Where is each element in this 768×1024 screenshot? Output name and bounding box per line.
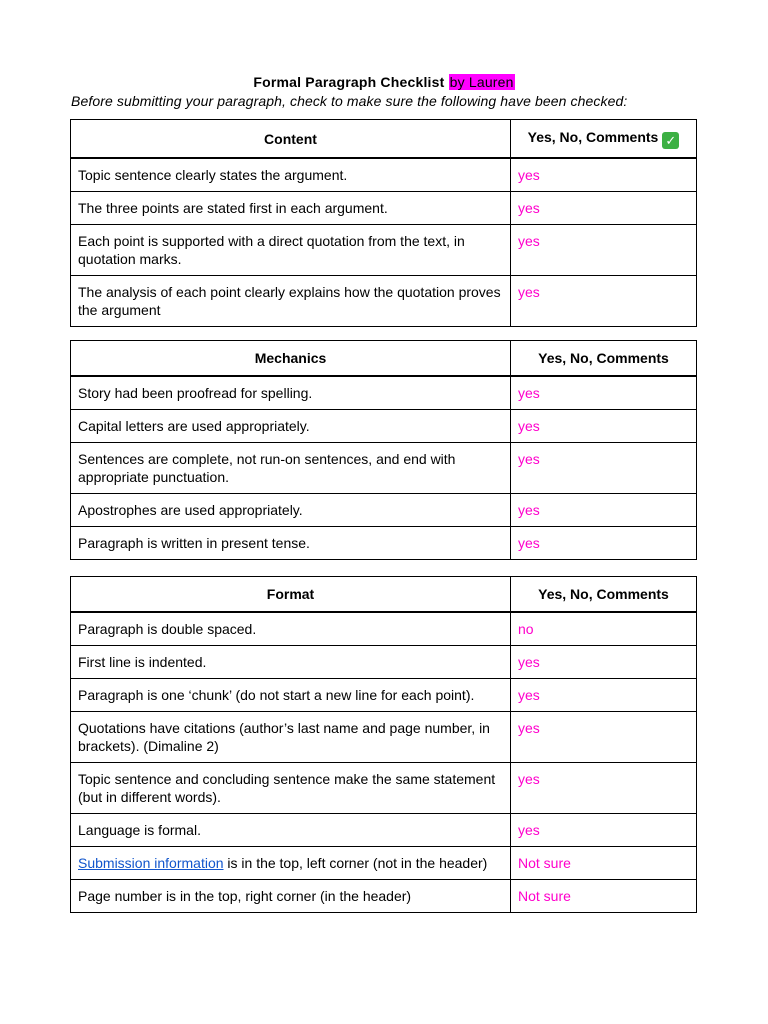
table-row	[71, 443, 697, 494]
checklist-answer[interactable]: yes	[511, 494, 697, 527]
checklist-item: Capital letters are used appropriately.	[71, 410, 511, 443]
checklist-answer[interactable]: yes	[511, 192, 697, 225]
answer-header-label: Yes, No, Comments	[527, 129, 659, 145]
table-row	[71, 679, 697, 712]
checklist-answer[interactable]: no	[511, 612, 697, 646]
check-icon: ✓	[662, 132, 679, 149]
checklist-item: Story had been proofread for spelling.	[71, 376, 511, 410]
checklist-item-text: is in the top, left corner (not in the header)	[223, 855, 488, 871]
checklist-answer[interactable]: Not sure	[511, 847, 697, 880]
table-header-row	[71, 577, 697, 613]
table-row	[71, 612, 697, 646]
document-title	[0, 73, 768, 91]
submission-information-link[interactable]: Submission information	[78, 855, 224, 871]
table-row	[71, 646, 697, 679]
answer-header	[511, 120, 697, 159]
table-row	[71, 276, 697, 327]
checklist-item: Paragraph is double spaced.	[71, 612, 511, 646]
mechanics-table	[70, 340, 697, 560]
table-header-row	[71, 120, 697, 159]
checklist-item: Paragraph is written in present tense.	[71, 527, 511, 560]
table-row	[71, 814, 697, 847]
checklist-answer[interactable]: yes	[511, 712, 697, 763]
checklist-item: Each point is supported with a direct quotation from the text, in quotation marks.	[71, 225, 511, 276]
checklist-item: Language is formal.	[71, 814, 511, 847]
checklist-answer[interactable]: yes	[511, 376, 697, 410]
checklist-answer[interactable]: yes	[511, 814, 697, 847]
table-row	[71, 494, 697, 527]
mechanics-header: Mechanics	[71, 341, 511, 377]
checklist-item: Topic sentence and concluding sentence make the same statement (but in different words).	[71, 763, 511, 814]
checklist-item: The three points are stated first in each argument.	[71, 192, 511, 225]
table-row	[71, 192, 697, 225]
table-header-row	[71, 341, 697, 377]
checklist-item: Apostrophes are used appropriately.	[71, 494, 511, 527]
checklist-answer[interactable]: Not sure	[511, 880, 697, 913]
checklist-answer[interactable]: yes	[511, 410, 697, 443]
table-row	[71, 880, 697, 913]
table-row	[71, 225, 697, 276]
checklist-item: Topic sentence clearly states the argument.	[71, 158, 511, 192]
checklist-answer[interactable]: yes	[511, 646, 697, 679]
table-row	[71, 158, 697, 192]
checklist-item	[71, 847, 511, 880]
table-row	[71, 376, 697, 410]
format-header: Format	[71, 577, 511, 613]
document-subtitle: Before submitting your paragraph, check to make sure the following have been checked:	[71, 93, 628, 109]
checklist-item: Sentences are complete, not run-on sentences, and end with appropriate punctuation.	[71, 443, 511, 494]
checklist-item: Paragraph is one ‘chunk’ (do not start a new line for each point).	[71, 679, 511, 712]
checklist-item: The analysis of each point clearly explains how the quotation proves the argument	[71, 276, 511, 327]
checklist-answer[interactable]: yes	[511, 527, 697, 560]
checklist-item: First line is indented.	[71, 646, 511, 679]
checklist-answer[interactable]: yes	[511, 679, 697, 712]
table-row	[71, 527, 697, 560]
checklist-answer[interactable]: yes	[511, 276, 697, 327]
table-row	[71, 763, 697, 814]
checklist-answer[interactable]: yes	[511, 225, 697, 276]
checklist-item: Page number is in the top, right corner (in the header)	[71, 880, 511, 913]
title-text: Formal Paragraph Checklist	[253, 74, 445, 90]
checklist-item: Quotations have citations (author’s last name and page number, in brackets). (Dimaline 2)	[71, 712, 511, 763]
answer-header: Yes, No, Comments	[511, 577, 697, 613]
content-table	[70, 119, 697, 327]
title-author-highlight: by Lauren	[449, 74, 514, 90]
table-row	[71, 712, 697, 763]
content-header: Content	[71, 120, 511, 159]
checklist-answer[interactable]: yes	[511, 158, 697, 192]
table-row	[71, 410, 697, 443]
answer-header: Yes, No, Comments	[511, 341, 697, 377]
checklist-answer[interactable]: yes	[511, 763, 697, 814]
checklist-answer[interactable]: yes	[511, 443, 697, 494]
table-row	[71, 847, 697, 880]
format-table	[70, 576, 697, 913]
